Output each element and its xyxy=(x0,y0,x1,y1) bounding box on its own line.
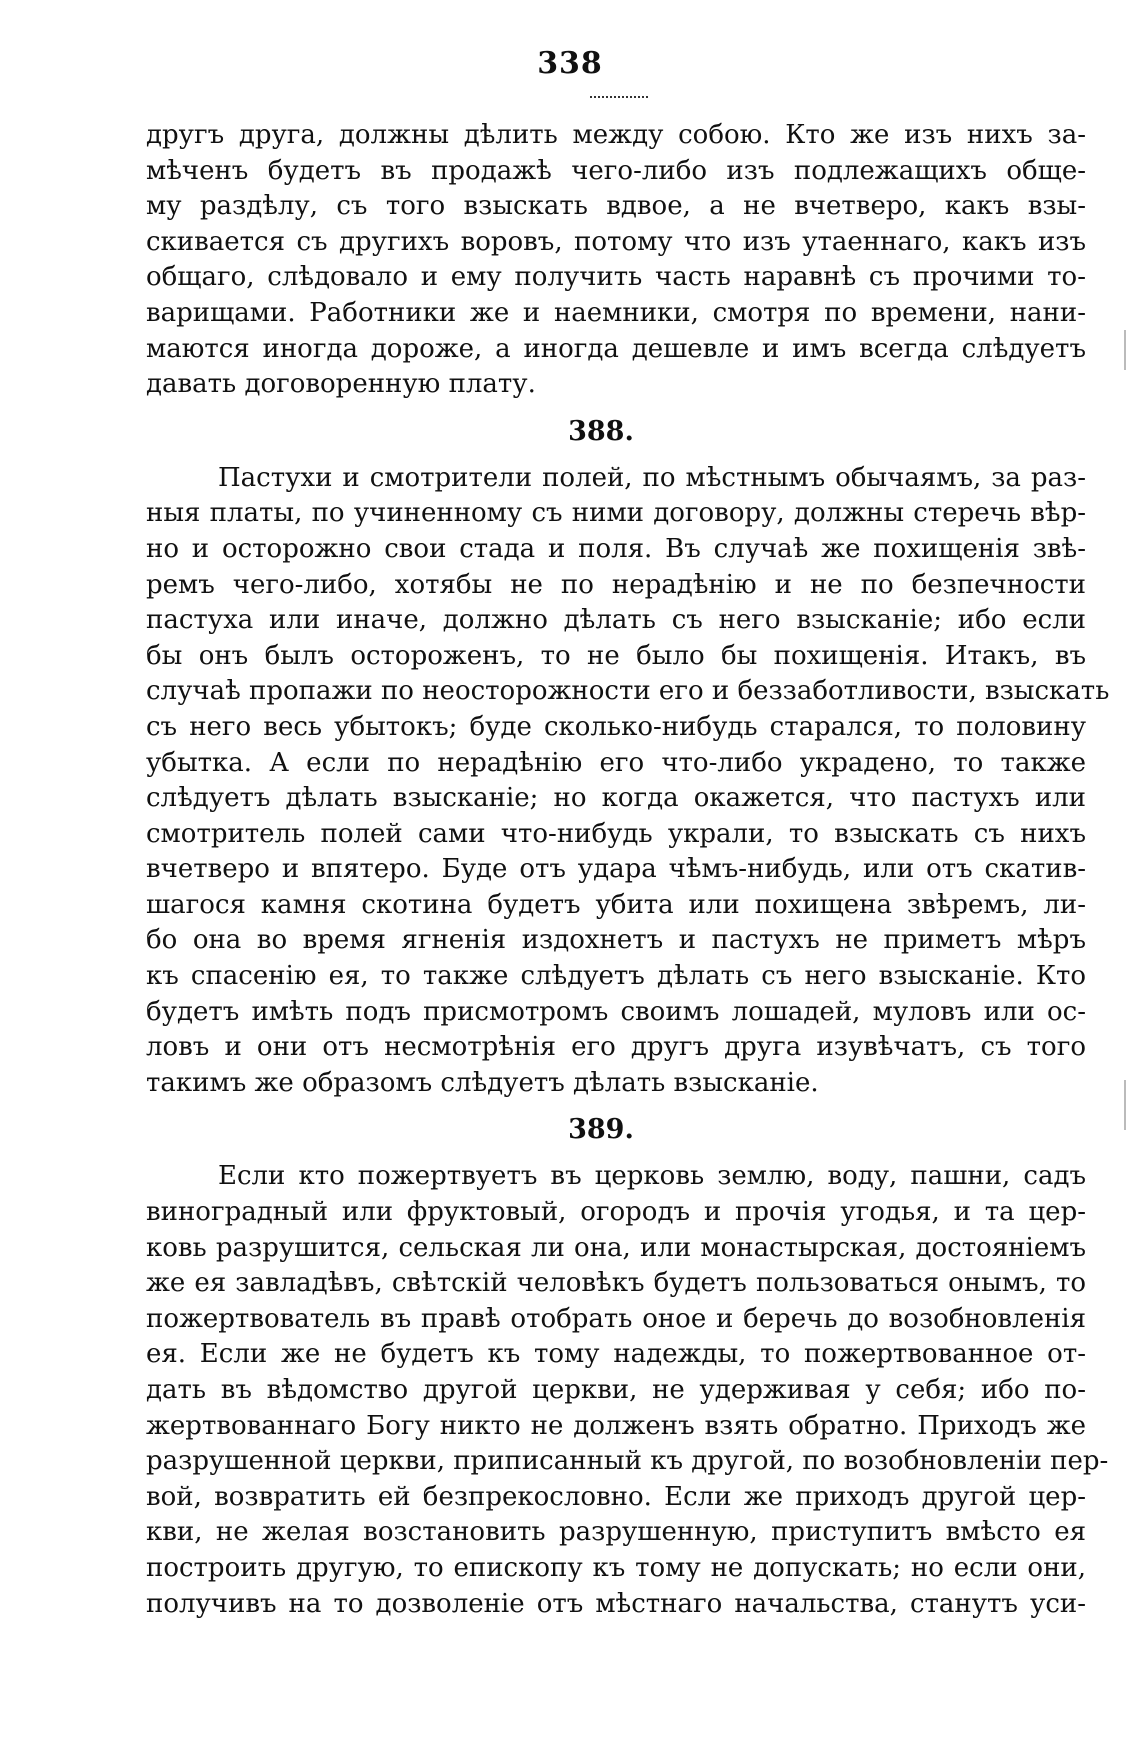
text-line: же ея завладѣвъ, свѣтскій человѣкъ будетъ пользоваться онымъ, то xyxy=(146,1268,1086,1299)
text-line: Если кто пожертвуетъ въ церковь землю, воду, пашни, садъ xyxy=(218,1161,1086,1192)
page-number: 338 xyxy=(537,46,603,81)
text-line: общаго, слѣдовало и ему получить часть наравнѣ съ прочими то- xyxy=(146,262,1086,293)
page-number-ornament xyxy=(590,92,648,98)
text-line: му раздѣлу, съ того взыскать вдвое, а не вчетверо, какъ взы- xyxy=(146,191,1086,222)
text-line: слѣдуетъ дѣлать взысканіе; но когда окажется, что пастухъ или xyxy=(146,783,1086,814)
text-line: кви, не желая возстановить разрушенную, приступитъ вмѣсто ея xyxy=(146,1517,1086,1548)
section-number: 389. xyxy=(568,1114,634,1146)
text-line: скивается съ другихъ воровъ, потому что изъ утаеннаго, какъ изъ xyxy=(146,226,1086,257)
text-line: другъ друга, должны дѣлить между собою. Кто же изъ нихъ за- xyxy=(146,120,1086,150)
text-line: давать договоренную плату. xyxy=(146,369,536,400)
text-line: пожертвователь въ правѣ отобрать оное и беречь до возобновленія xyxy=(146,1303,1086,1334)
text-line: Пастухи и смотрители полей, по мѣстнымъ обычаямъ, за раз- xyxy=(218,462,1086,493)
text-line: будетъ имѣть подъ присмотромъ своимъ лошадей, муловъ или ос- xyxy=(146,996,1086,1027)
text-line: маются иногда дороже, а иногда дешевле и имъ всегда слѣдуетъ xyxy=(146,333,1086,364)
text-line: смотритель полей сами что-нибудь украли, то взыскать съ нихъ xyxy=(146,818,1086,849)
text-line: получивъ на то дозволеніе отъ мѣстнаго начальства, станутъ уси- xyxy=(146,1588,1086,1619)
section-number: 388. xyxy=(568,415,634,447)
text-line: убытка. А если по нерадѣнію его что-либо украдено, то также xyxy=(146,747,1086,778)
text-line: ковь разрушится, сельская ли она, или монастырская, достояніемъ xyxy=(146,1232,1086,1263)
margin-mark xyxy=(1124,330,1126,370)
text-line: построить другую, то епископу къ тому не допускать; но если они, xyxy=(146,1552,1086,1583)
text-line: жертвованнаго Богу никто не долженъ взять обратно. Приходъ же xyxy=(146,1410,1086,1441)
text-line: ловъ и они отъ несмотрѣнія его другъ друга изувѣчатъ, съ того xyxy=(146,1032,1086,1063)
text-line: случаѣ пропажи по неосторожности его и беззаботливости, взыскать xyxy=(146,676,1110,707)
text-line: но и осторожно свои стада и поля. Въ случаѣ же похищенія звѣ- xyxy=(146,533,1086,564)
text-line: разрушенной церкви, приписанный къ другой, по возобновленіи пер- xyxy=(146,1446,1109,1477)
text-line: съ него весь убытокъ; буде сколько-нибудь старался, то половину xyxy=(146,711,1086,742)
text-line: пастуха или иначе, должно дѣлать съ него взысканіе; ибо если xyxy=(146,605,1086,636)
text-line: ныя платы, по учиненному съ ними договору, должны стеречь вѣр- xyxy=(146,498,1086,529)
text-line: ремъ чего-либо, хотябы не по нерадѣнію и не по безпечности xyxy=(146,569,1086,600)
text-line: бо она во время ягненія издохнетъ и пастухъ не приметъ мѣръ xyxy=(146,925,1086,956)
text-line: вчетверо и впятеро. Буде отъ удара чѣмъ-нибудь, или отъ скатив- xyxy=(146,854,1086,885)
text-line: шагося камня скотина будетъ убита или похищена звѣремъ, ли- xyxy=(146,889,1086,920)
text-line: виноградный или фруктовый, огородъ и прочія угодья, и та цер- xyxy=(146,1197,1086,1228)
text-line: такимъ же образомъ слѣдуетъ дѣлать взысканіе. xyxy=(146,1067,819,1098)
text-column xyxy=(146,118,1110,1622)
text-line: ея. Если же не будетъ къ тому надежды, то пожертвованное от- xyxy=(146,1339,1086,1370)
margin-mark xyxy=(1124,1080,1126,1130)
text-line: дать въ вѣдомство другой церкви, не удерживая у себя; ибо по- xyxy=(146,1375,1086,1405)
text-line: къ спасенію ея, то также слѣдуетъ дѣлать съ него взысканіе. Кто xyxy=(146,961,1086,992)
text-line: вой, возвратить ей безпрекословно. Если же приходъ другой цер- xyxy=(146,1481,1086,1512)
text-line: мѣченъ будетъ въ продажѣ чего-либо изъ подлежащихъ обще- xyxy=(146,155,1086,186)
text-line: бы онъ былъ остороженъ, то не было бы похищенія. Итакъ, въ xyxy=(146,640,1086,671)
text-line: варищами. Работники же и наемники, смотря по времени, нани- xyxy=(146,297,1086,328)
